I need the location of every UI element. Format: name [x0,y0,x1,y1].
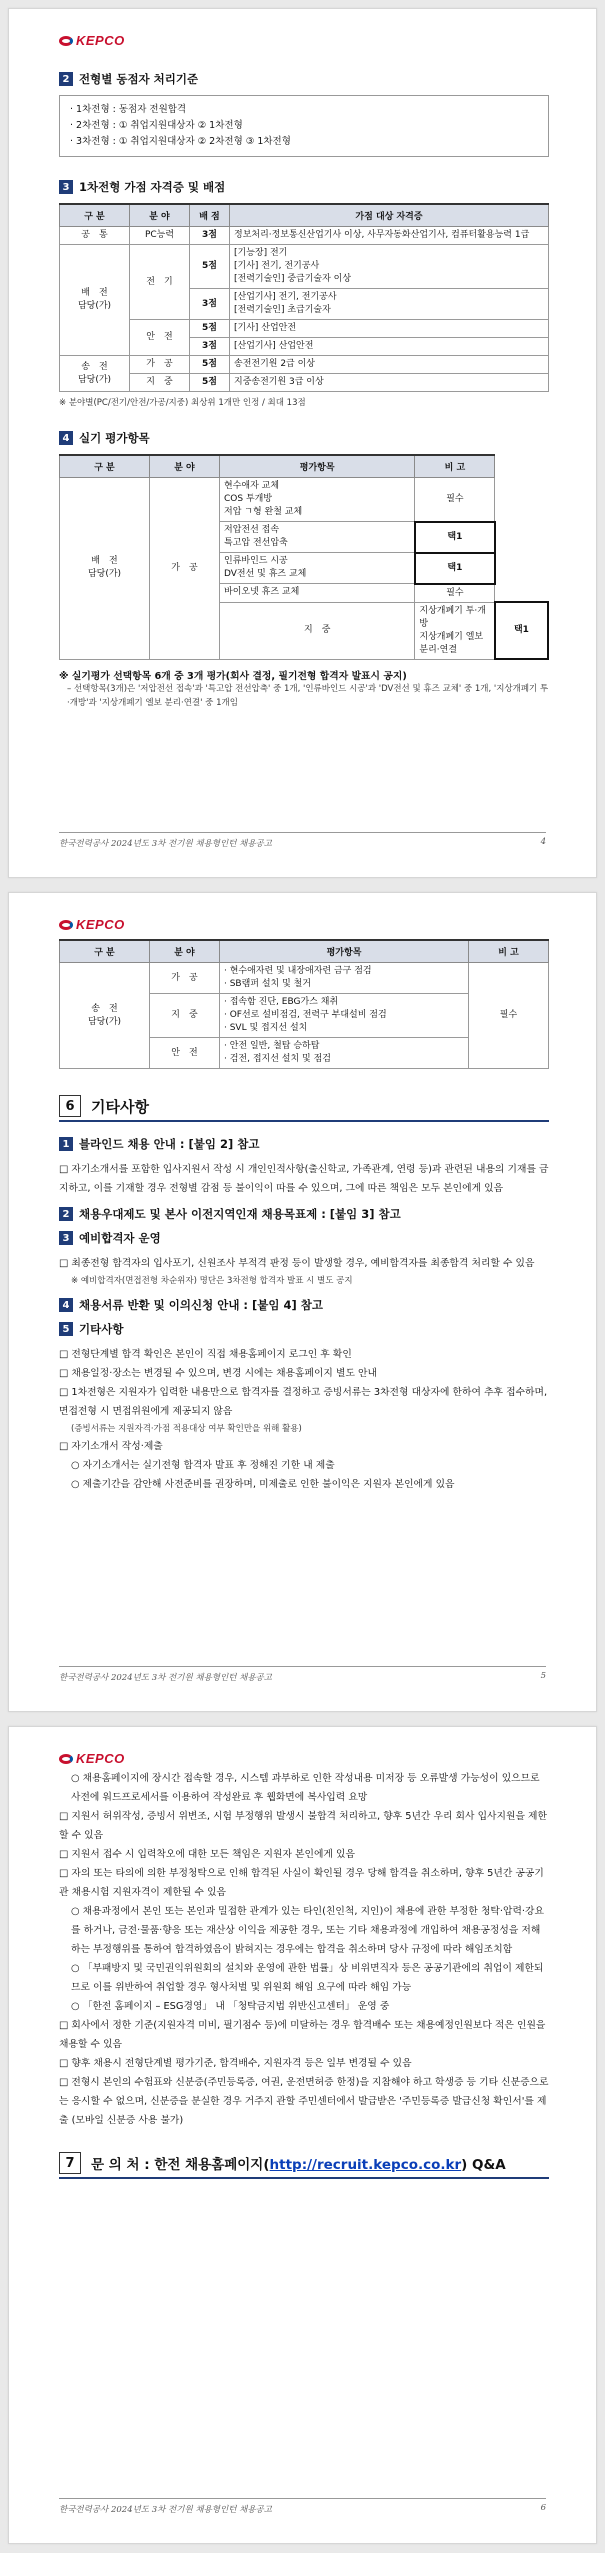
paragraph: ○ 「한전 홈페이지 – ESG경영」 내 「청탁금지법 위반신고센터」 운영 중 [71,2001,390,2012]
table-cell: 5점 [190,245,230,289]
table-cell [220,1038,469,1069]
paragraph: ○ 채용홈페이지에 장시간 접속할 경우, 시스템 과부하로 인한 작성내용 미저장 등 오류발생 가능성이 있으므로 사전에 워드프로세서를 이용하여 작성완료 후 웹화면에 복사입력 요망 [71,1773,540,1803]
paragraph: □ 전형시 본인의 수험표와 신분증(주민등록증, 여권, 운전면허증 한정)을 지참해야 하고 학생증 등 기타 신분증으로는 응시할 수 없으며, 신분증을 분실한 경우 거주지 관할 주민센터에서 발급받은 '주민등록증 발급신청 확인서'를 제출 (모바일 신분증 사용 불가) [59,2077,549,2126]
footer-text: 한국전력공사 2024년도 3차 전기원 채용형인턴 채용공고 [59,2505,272,2515]
table-cell: 안 전 [130,320,190,356]
footer-text: 한국전력공사 2024년도 3차 전기원 채용형인턴 채용공고 [59,839,272,849]
paragraph: □ 전형단계별 합격 확인은 본인이 직접 채용홈페이지 로그인 후 확인 [59,1349,352,1360]
contact-label: 문 의 처 : 한전 채용홈페이지( [91,2157,270,2173]
paragraph: □ 향후 채용시 전형단계별 평가기준, 합격배수, 지원자격 등은 일부 변경될 수 있음 [59,2058,412,2069]
table-header: 분 야 [150,455,220,478]
section-heading [59,1206,549,1222]
table-cell [220,553,415,584]
document-page-6 [8,1726,597,2544]
table-header: 비 고 [415,455,495,478]
kepco-logo-icon [59,36,73,46]
paragraph: □ 회사에서 정한 기준(지원자격 미비, 필기점수 등)에 미달하는 경우 합격배수 또는 채용예정인원보다 적은 인원을 채용할 수 있음 [59,2020,546,2050]
chapter-number: 6 [59,1095,81,1117]
table-cell: 필수 [469,963,549,1069]
table-header: 분 야 [130,204,190,227]
logo-text: KEPCO [76,33,125,48]
page-number: 5 [540,1671,546,1681]
table-cell: [기사] 산업안전 [230,320,549,338]
page-footer [59,1666,546,1683]
transmission-eval-table [59,939,549,1069]
table-cell [220,522,415,553]
table-cell: 3점 [190,289,230,320]
section-heading [59,1297,549,1313]
paragraph: □ 자기소개서 작성·제출 [59,1441,163,1452]
paragraph: □ 1차전형은 지원자가 입력한 내용만으로 합격자를 결정하고 증빙서류는 3차전형 대상자에 한하여 추후 접수하며, 면접전형 시 면접위원에게 제공되지 않음 [59,1387,548,1417]
table-cell: 지중송전기원 3급 이상 [230,374,549,392]
eval-item: 지상개폐기 투·개방 [419,605,486,629]
section-title: 블라인드 채용 안내 : [붙임 2] 참고 [79,1137,260,1151]
section-title: 실기 평가항목 [79,431,150,445]
table-row [60,320,549,338]
recruit-homepage-link[interactable]: http://recruit.kepco.co.kr [269,2157,462,2173]
table-cell: 5점 [190,374,230,392]
document-page-4 [8,8,597,878]
paragraph: □ 지원서 허위작성, 증빙서 위변조, 시험 부정행위 발생시 불합격 처리하고, 향후 5년간 우리 회사 입사지원을 제한할 수 있음 [59,1811,547,1841]
table-cell: 공 통 [60,227,130,245]
kepco-logo-icon [59,1754,73,1764]
kepco-logo [59,917,125,932]
table-cell: 정보처리·정보통신산업기사 이상, 사무자동화산업기사, 컴퓨터활용능력 1급 [230,227,549,245]
eval-item: · SVL 및 접지선 설치 [224,1023,308,1033]
logo-text: KEPCO [76,1751,125,1766]
table-cell: 가 공 [130,356,190,374]
table-header: 배 점 [190,204,230,227]
table-note: ※ 분야별(PC/전기/안전/가공/지중) 최상위 1개만 인정 / 최대 13점 [59,398,306,408]
table-header: 구 분 [60,940,150,963]
practical-notice: ※ 실기평가 선택항목 6개 중 3개 평가(회사 결정, 필기전형 합격자 발표시 공지) [59,671,407,682]
table-cell: 지 중 [220,602,415,659]
table-row [60,227,549,245]
table-cell: 송 전 담당(가) [60,356,130,392]
contact-tail: ) Q&A [461,2157,506,2173]
table-row [60,245,549,289]
table-cell: [기능장] 전기 [기사] 전기, 전기공사 [전력기술인] 중급기술자 이상 [230,245,549,289]
chapter-heading [59,2152,549,2179]
table-row [60,356,549,374]
sub-note: (증빙서류는 지원자격·가점 적용대상 여부 확인만을 위해 활용) [71,1424,302,1434]
paragraph: ○ 「부패방지 및 국민권익위원회의 설치와 운영에 관한 법률」상 비위면직자 등은 공공기관에의 취업이 제한되므로 이를 위반하여 취업할 경우 형사처벌 및 위원회 해임 요구에 따라 해임 가능 [71,1963,544,1993]
table-header: 구 분 [60,204,130,227]
eval-item: · 현수애자련 및 내장애자련 금구 점검 [224,966,372,976]
kepco-logo-icon [59,920,73,930]
logo-text: KEPCO [76,917,125,932]
kepco-logo [59,33,125,48]
table-cell: 5점 [190,356,230,374]
section-number: 5 [59,1322,73,1336]
section-number: 1 [59,1137,73,1151]
table-cell: 택1 [415,553,495,584]
paragraph: □ 채용일정·장소는 변경될 수 있으며, 변경 시에는 채용홈페이지 별도 안내 [59,1368,377,1379]
page-footer [59,2498,546,2515]
paragraph: □ 자의 또는 타의에 의한 부정청탁으로 인해 합격된 사실이 확인될 경우 당해 합격을 취소하며, 향후 5년간 공공기관 채용시험 지원자격이 제한될 수 있음 [59,1868,544,1898]
tiebreak-box [59,95,549,157]
section-heading [59,1136,549,1152]
section-title: 예비합격자 운영 [79,1231,161,1245]
eval-item: DV전선 및 휴즈 교체 [224,569,307,579]
section-heading [59,1321,549,1337]
paragraph: ○ 제출기간을 감안해 사전준비를 권장하며, 미제출로 인한 불이익은 지원자 본인에게 있음 [71,1479,455,1490]
chapter-number: 7 [59,2152,81,2174]
section-heading [59,1230,549,1246]
footer-text: 한국전력공사 2024년도 3차 전기원 채용형인턴 채용공고 [59,1673,272,1683]
tiebreak-line: · 1차전형 : 동점자 전원합격 [70,104,187,115]
page-number: 4 [540,837,546,847]
table-header: 비 고 [469,940,549,963]
table-cell [220,963,469,994]
table-cell: PC능력 [130,227,190,245]
table-row [60,374,549,392]
section-heading [59,430,549,446]
table-cell: [산업기사] 전기, 전기공사 [전력기술인] 초급기술자 [230,289,549,320]
eval-item: 특고압 전선압축 [224,538,288,548]
practical-sub-note: – 선택항목(3개)은 '저압전선 접속'과 '특고압 전선압축' 중 1개, '인류바인드 시공'과 'DV전선 및 휴즈 교체' 중 1개, '지상개폐기 투·개방'과 '지상개폐기 엘보 분리·연결' 중 1개임 [67,684,549,708]
eval-item: · 검전, 접지선 설치 및 점검 [224,1054,331,1064]
section-title: 1차전형 가점 자격증 및 배점 [79,180,226,194]
table-cell: 지 중 [150,994,220,1038]
chapter-heading [59,1095,549,1122]
sub-note: ※ 예비합격자(면접전형 차순위자) 명단은 3차전형 합격자 발표 시 별도 공지 [71,1276,353,1286]
table-cell: 3점 [190,338,230,356]
page-number: 6 [540,2503,546,2513]
section-number: 4 [59,431,73,445]
table-cell: 가 공 [150,963,220,994]
table-cell: 바이오넷 휴즈 교체 [220,584,415,603]
table-cell: 택1 [495,602,548,659]
section-title: 기타사항 [79,1322,124,1336]
bonus-cert-table [59,203,549,392]
table-cell: 필수 [415,584,495,603]
table-header: 분 야 [150,940,220,963]
page-footer [59,832,546,849]
table-cell: [산업기사] 산업안전 [230,338,549,356]
eval-item: · SB램퍼 설치 및 철거 [224,979,312,989]
tiebreak-line: · 2차전형 : ① 취업지원대상자 ② 1차전형 [70,120,243,131]
table-cell [415,602,495,659]
eval-item: · 안전 일반, 철탑 승하탑 [224,1041,320,1051]
table-header: 구 분 [60,455,150,478]
table-cell: 안 전 [150,1038,220,1069]
kepco-logo [59,1751,125,1766]
section-title: 전형별 동점자 처리기준 [79,72,199,86]
eval-item: · 접속함 진단, EBG가스 채취 [224,997,339,1007]
practical-eval-table [59,454,549,660]
eval-item: 지상개폐기 엘보 분리·연결 [419,631,484,655]
table-cell: 전 기 [130,245,190,320]
table-header: 평가항목 [220,455,415,478]
table-cell: 배 전 담당(가) [60,245,130,356]
table-row [60,478,549,522]
eval-item: 저압전선 접속 [224,525,280,535]
table-cell: 송 전 담당(가) [60,963,150,1069]
table-cell: 3점 [190,227,230,245]
eval-item: · OF선로 설비점검, 전력구 부대설비 점검 [224,1010,387,1020]
section-title: 채용우대제도 및 본사 이전지역인재 채용목표제 : [붙임 3] 참고 [79,1207,401,1221]
paragraph: □ 지원서 접수 시 입력착오에 대한 모든 책임은 지원자 본인에게 있음 [59,1849,355,1860]
eval-item: 저압 ㄱ형 완철 교체 [224,507,303,517]
eval-item: 현수애자 교체 [224,481,280,491]
document-page-5 [8,892,597,1712]
paragraph: □ 최종전형 합격자의 입사포기, 신원조사 부적격 판정 등이 발생할 경우, 예비합격자를 최종합격 처리할 수 있음 [59,1258,535,1269]
table-cell: 가 공 [150,478,220,660]
table-cell: 배 전 담당(가) [60,478,150,660]
table-cell: 지 중 [130,374,190,392]
table-cell: 택1 [415,522,495,553]
section-number: 2 [59,1207,73,1221]
contact-line [91,2153,506,2173]
section-number: 2 [59,72,73,86]
table-header: 가점 대상 자격증 [230,204,549,227]
table-cell: 송전전기원 2급 이상 [230,356,549,374]
table-row [60,963,549,994]
section-number: 3 [59,1231,73,1245]
chapter-title: 기타사항 [91,1097,149,1116]
table-cell: 필수 [415,478,495,522]
section-number: 4 [59,1298,73,1312]
eval-item: COS 투개방 [224,494,273,504]
tiebreak-line: · 3차전형 : ① 취업지원대상자 ② 2차전형 ③ 1차전형 [70,136,291,147]
table-cell [220,994,469,1038]
paragraph: ○ 채용과정에서 본인 또는 본인과 밀접한 관계가 있는 타인(친인척, 지인)이 채용에 관한 부정한 청탁·압력·강요를 하거나, 금전·물품·향응 또는 재산상 이익을 제공한 경우, 또는 기타 채용과정에 개입하여 채용공정성을 저해하는 부정행위를 통하여 합격하였음이 밝혀지는 경우에는 합격을 취소하며 당사 규정에 따라 해임조치함 [71,1906,544,1955]
section-heading [59,179,549,195]
section-number: 3 [59,180,73,194]
table-header: 평가항목 [220,940,469,963]
eval-item: 인류바인드 시공 [224,556,288,566]
paragraph: □ 자기소개서를 포함한 입사지원서 작성 시 개인인적사항(출신학교, 가족관계, 연령 등)과 관련된 내용의 기재를 금지하고, 이를 기재할 경우 전형별 감점 등 불이익이 따를 수 있으며, 그에 따른 책임은 모두 본인에게 있음 [59,1164,549,1194]
table-cell: 5점 [190,320,230,338]
paragraph: ○ 자기소개서는 실기전형 합격자 발표 후 정해진 기한 내 제출 [71,1460,335,1471]
table-cell [220,478,415,522]
section-title: 채용서류 반환 및 이의신청 안내 : [붙임 4] 참고 [79,1298,323,1312]
section-heading [59,71,549,87]
